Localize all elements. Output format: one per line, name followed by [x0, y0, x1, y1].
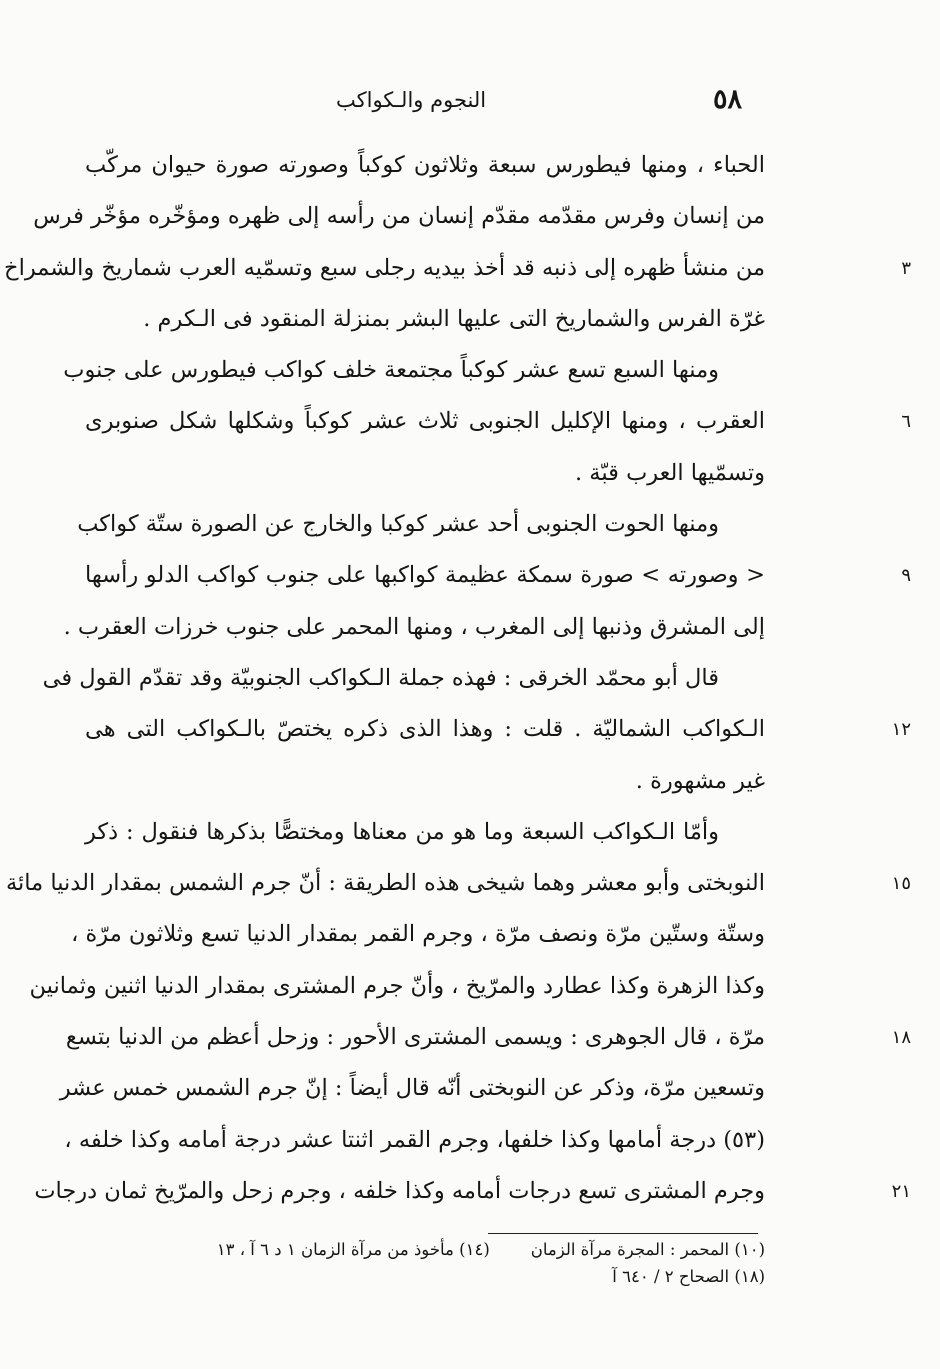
- footnote: (١٤) مأخوذ من مرآة الزمان ١ د ٦ آ ، ١٣: [216, 1240, 490, 1259]
- line-text: الـكواكب الشماليّة . قلت : وهذا الذى ذكره يختصّ بالـكواكب التى هى: [85, 716, 765, 743]
- line-number: ٣: [901, 257, 911, 279]
- line-text: وستّة وستّين مرّة ونصف مرّة ، وجرم القمر بمقدار الدنيا تسع وثلاثون مرّة ،: [71, 921, 765, 948]
- text-line: [42, 653, 765, 704]
- text-line: [34, 1166, 911, 1217]
- line-text: قال أبو محمّد الخرقى : فهذه جملة الـكواكب الجنوبيّة وقد تقدّم القول فى: [42, 664, 719, 691]
- line-number: ١٢: [891, 719, 911, 741]
- line-text: ومنها الحوت الجنوبى أحد عشر كوكبا والخارج عن الصورة ستّة كواكب: [77, 511, 719, 538]
- text-line: [63, 345, 765, 396]
- line-text: وجرم المشترى تسع درجات أمامه وكذا خلفه ، وجرم زحل والمرّيخ ثمان درجات: [34, 1177, 765, 1204]
- main-text: [4, 140, 911, 1217]
- text-line: [33, 191, 765, 242]
- line-text: وأمّا الـكواكب السبعة وما هو من معناها ومختصًّا بذكرها فنقول : ذكر: [85, 818, 719, 845]
- line-text: من إنسان وفرس مقدّمه مقدّم إنسان من رأسه إلى ظهره ومؤخّره مؤخّر فرس: [33, 203, 765, 230]
- running-head: [0, 80, 940, 120]
- line-text: العقرب ، ومنها الإكليل الجنوبى ثلاث عشر كوكباً وشكلها شكل صنوبرى: [85, 408, 765, 435]
- text-line: [65, 1012, 911, 1063]
- line-text: الحباء ، ومنها فيطورس سبعة وثلاثون كوكباً وصورته صورة حيوان مركّب: [85, 152, 765, 178]
- footnote-row: [85, 1236, 765, 1263]
- line-number: ١٨: [891, 1027, 911, 1049]
- text-line: [4, 243, 911, 294]
- text-line: [85, 756, 765, 807]
- line-text: < وصورته > صورة سمكة عظيمة كواكبها على جنوب كواكب الدلو رأسها: [85, 562, 765, 589]
- line-text: وتسعين مرّة، وذكر عن النوبختى أنّه قال أيضاً : إنّ جرم الشمس خمس عشر: [59, 1075, 765, 1102]
- line-text: (٥٣) درجة أمامها وكذا خلفها، وجرم القمر اثنتا عشر درجة أمامه وكذا خلفه ،: [64, 1126, 765, 1153]
- line-number: ٦: [901, 411, 911, 433]
- text-line: [85, 140, 765, 191]
- text-line: [59, 1063, 765, 1114]
- line-text: غرّة الفرس والشماريخ التى عليها البشر بمنزلة المنقود فى الـكرم .: [143, 305, 765, 332]
- text-line: [5, 858, 911, 909]
- text-line: [77, 499, 765, 550]
- page-number: ٥٨: [712, 84, 742, 115]
- text-line: [85, 294, 765, 345]
- line-text: النوبختى وأبو معشر وهما شيخى هذه الطريقة : أنّ جرم الشمس بمقدار الدنيا مائة: [5, 870, 765, 897]
- text-line: [64, 1115, 765, 1166]
- text-line: [63, 602, 765, 653]
- text-line: [85, 704, 911, 755]
- text-line: [85, 448, 765, 499]
- footnote: (١٠) المحمر : المجرة مرآة الزمان: [530, 1240, 765, 1259]
- line-text: إلى المشرق وذنبها إلى المغرب ، ومنها المحمر على جنوب خرزات العقرب .: [63, 613, 765, 640]
- line-text: مرّة ، قال الجوهرى : ويسمى المشترى الأحور : وزحل أعظم من الدنيا بتسع: [65, 1024, 765, 1051]
- text-line: [29, 961, 765, 1012]
- text-line: [71, 909, 765, 960]
- text-line: [85, 807, 765, 858]
- line-text: من منشأ ظهره إلى ذنبه قد أخذ بيديه رجلى سبع وتسمّيه العرب شماريخ والشمراخ: [4, 254, 765, 281]
- text-line: [85, 550, 911, 601]
- text-line: [85, 396, 911, 447]
- line-text: ومنها السبع تسع عشر كوكباً مجتمعة خلف كواكب فيطورس على جنوب: [63, 357, 719, 384]
- footnote-row: [85, 1263, 765, 1290]
- running-title: النجوم والـكواكب: [336, 88, 487, 112]
- line-number: ١٥: [891, 873, 911, 895]
- footnote: (١٨) الصحاح ٢ / ٦٤٠ آ: [612, 1267, 765, 1286]
- line-text: غير مشهورة .: [635, 767, 765, 794]
- line-number: ٩: [901, 565, 911, 587]
- line-number: ٢١: [891, 1180, 911, 1202]
- footnotes: [85, 1236, 765, 1290]
- line-text: وكذا الزهرة وكذا عطارد والمرّيخ ، وأنّ جرم المشترى بمقدار الدنيا اثنين وثمانين: [29, 972, 765, 999]
- line-text: وتسمّيها العرب قبّة .: [575, 459, 765, 486]
- footnote-divider: [488, 1233, 758, 1234]
